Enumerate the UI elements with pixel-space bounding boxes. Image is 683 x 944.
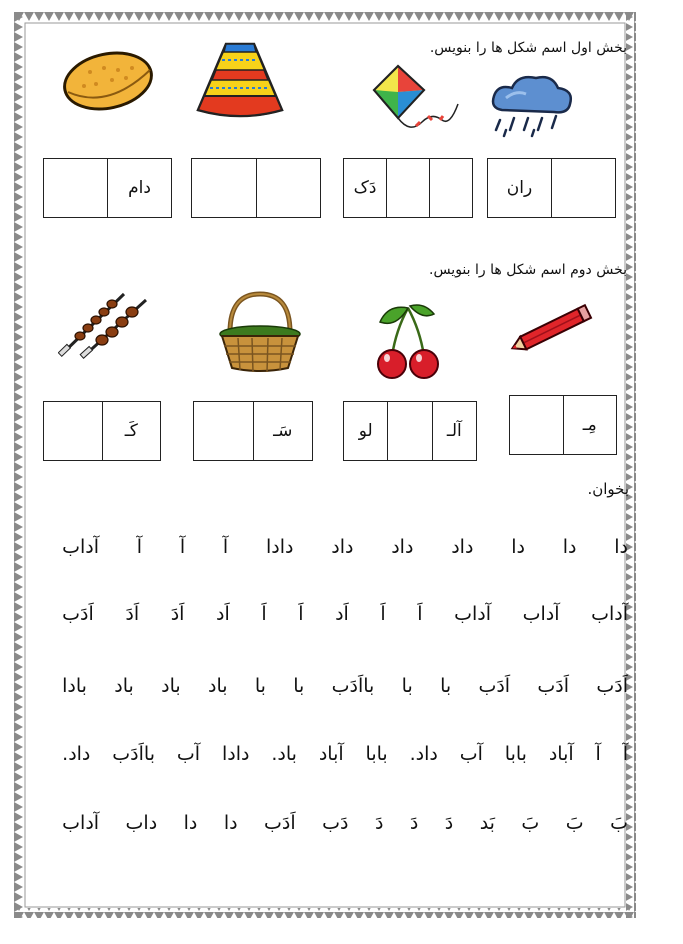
reading-word: اَدَب bbox=[537, 675, 570, 697]
letter-cell[interactable] bbox=[387, 402, 431, 460]
reading-word: آباد bbox=[548, 743, 574, 765]
reading-word: آداب bbox=[454, 603, 492, 625]
reading-word: اَ bbox=[298, 603, 304, 625]
reading-word: دَب bbox=[322, 812, 349, 834]
reading-word: آداب bbox=[522, 603, 560, 625]
reading-word: دَ bbox=[374, 812, 384, 834]
reading-word: اَد bbox=[335, 603, 349, 625]
page-border bbox=[14, 12, 636, 918]
reading-word: باد bbox=[114, 675, 134, 697]
reading-word: آ bbox=[179, 536, 186, 558]
answer-box-rain bbox=[487, 158, 616, 218]
reading-word: با bbox=[440, 675, 452, 697]
melon-icon bbox=[60, 50, 156, 112]
letter-cell[interactable]: ران bbox=[506, 178, 533, 198]
letter-cell[interactable] bbox=[256, 159, 321, 217]
answer-box-kebab bbox=[43, 401, 161, 461]
reading-word: اَ bbox=[380, 603, 386, 625]
letter-cell[interactable] bbox=[44, 159, 107, 217]
letter-cell[interactable] bbox=[194, 402, 253, 460]
answer-box-pencil bbox=[509, 395, 617, 455]
reading-word: آب bbox=[459, 743, 483, 765]
reading-word: اَد bbox=[216, 603, 230, 625]
letter-cell[interactable] bbox=[510, 396, 563, 454]
skirt-icon bbox=[192, 40, 288, 120]
reading-heading: بخوان. bbox=[587, 480, 629, 498]
letter-cell[interactable]: آلـ bbox=[432, 402, 476, 460]
reading-word: داد. bbox=[409, 743, 438, 765]
reading-word: دا bbox=[183, 812, 198, 834]
reading-word: بابا bbox=[504, 743, 527, 765]
reading-word: باد. bbox=[271, 743, 297, 765]
reading-word: داد bbox=[331, 536, 354, 558]
rain-cloud-icon bbox=[486, 72, 578, 140]
letter-cell[interactable] bbox=[192, 159, 256, 217]
reading-word: آ bbox=[622, 743, 628, 765]
letter-cell[interactable]: دام bbox=[107, 159, 171, 217]
reading-word: بااَدَب bbox=[331, 675, 375, 697]
reading-word: داد bbox=[391, 536, 414, 558]
reading-word: بَ bbox=[565, 812, 584, 834]
reading-word: دا bbox=[511, 536, 525, 558]
reading-word: با bbox=[293, 675, 305, 697]
reading-line-2 bbox=[62, 603, 628, 625]
answer-box-melon bbox=[43, 158, 172, 218]
reading-word: آباد bbox=[318, 743, 344, 765]
reading-word: باد bbox=[161, 675, 181, 697]
pencil-icon bbox=[506, 302, 598, 356]
reading-word: اَ bbox=[261, 603, 267, 625]
reading-word: بادا bbox=[62, 675, 87, 697]
reading-word: دادا bbox=[221, 743, 250, 765]
kite-icon bbox=[370, 64, 462, 138]
reading-word: با bbox=[401, 675, 413, 697]
reading-word: دادا bbox=[265, 536, 294, 558]
letter-cell[interactable]: سَـ bbox=[253, 402, 313, 460]
letter-cell[interactable] bbox=[551, 159, 615, 217]
reading-line-3 bbox=[62, 675, 628, 697]
reading-word: بَ bbox=[610, 812, 628, 834]
reading-word: داد bbox=[451, 536, 474, 558]
cherries-icon bbox=[374, 300, 444, 382]
letter-cell[interactable]: لو bbox=[358, 421, 373, 441]
reading-word: دَ bbox=[444, 812, 454, 834]
reading-word: اَدَب bbox=[596, 675, 628, 697]
reading-line-1 bbox=[62, 536, 628, 558]
basket-icon bbox=[216, 290, 304, 374]
reading-word: باد bbox=[208, 675, 228, 697]
reading-word: آداب bbox=[591, 603, 628, 625]
reading-word: اَدَ bbox=[125, 603, 140, 625]
reading-word: اَدَب bbox=[62, 603, 94, 625]
letter-cell[interactable] bbox=[429, 159, 472, 217]
reading-word: آداب bbox=[62, 536, 99, 558]
answer-box-basket bbox=[193, 401, 313, 461]
reading-word: بَد bbox=[479, 812, 495, 834]
letter-cell[interactable] bbox=[386, 159, 429, 217]
reading-word: دَ bbox=[409, 812, 419, 834]
letter-cell[interactable]: مِـ bbox=[563, 396, 617, 454]
reading-word: دا bbox=[223, 812, 238, 834]
reading-word: داد. bbox=[62, 743, 91, 765]
reading-word: آداب bbox=[62, 812, 100, 834]
reading-word: اَدَب bbox=[264, 812, 296, 834]
section1-heading: بخش اول اسم شکل ها را بنویس. bbox=[429, 40, 627, 56]
reading-word: اَدَب bbox=[478, 675, 511, 697]
reading-word: اَدَ bbox=[170, 603, 185, 625]
letter-cell[interactable]: کَـ bbox=[102, 402, 161, 460]
letter-cell[interactable] bbox=[44, 402, 102, 460]
reading-word: آب bbox=[176, 743, 201, 765]
reading-word: آ bbox=[595, 743, 601, 765]
reading-word: آ bbox=[222, 536, 229, 558]
letter-cell[interactable]: دَک bbox=[353, 178, 377, 198]
answer-box-kite bbox=[343, 158, 473, 218]
reading-word: بَ bbox=[521, 812, 540, 834]
reading-word: بابا bbox=[365, 743, 388, 765]
kebab-icon bbox=[58, 290, 150, 360]
reading-word: دا bbox=[562, 536, 577, 558]
reading-word: دا bbox=[614, 536, 628, 558]
reading-line-4 bbox=[62, 743, 628, 765]
answer-box-cherries bbox=[343, 401, 477, 461]
reading-word: داب bbox=[125, 812, 158, 834]
reading-word: بااَدَب bbox=[112, 743, 156, 765]
reading-word: با bbox=[254, 675, 266, 697]
answer-box-skirt bbox=[191, 158, 321, 218]
section2-heading: بخش دوم اسم شکل ها را بنویس. bbox=[429, 262, 627, 278]
reading-word: اَ bbox=[417, 603, 423, 625]
reading-line-5 bbox=[62, 812, 628, 834]
reading-word: آ bbox=[136, 536, 143, 558]
